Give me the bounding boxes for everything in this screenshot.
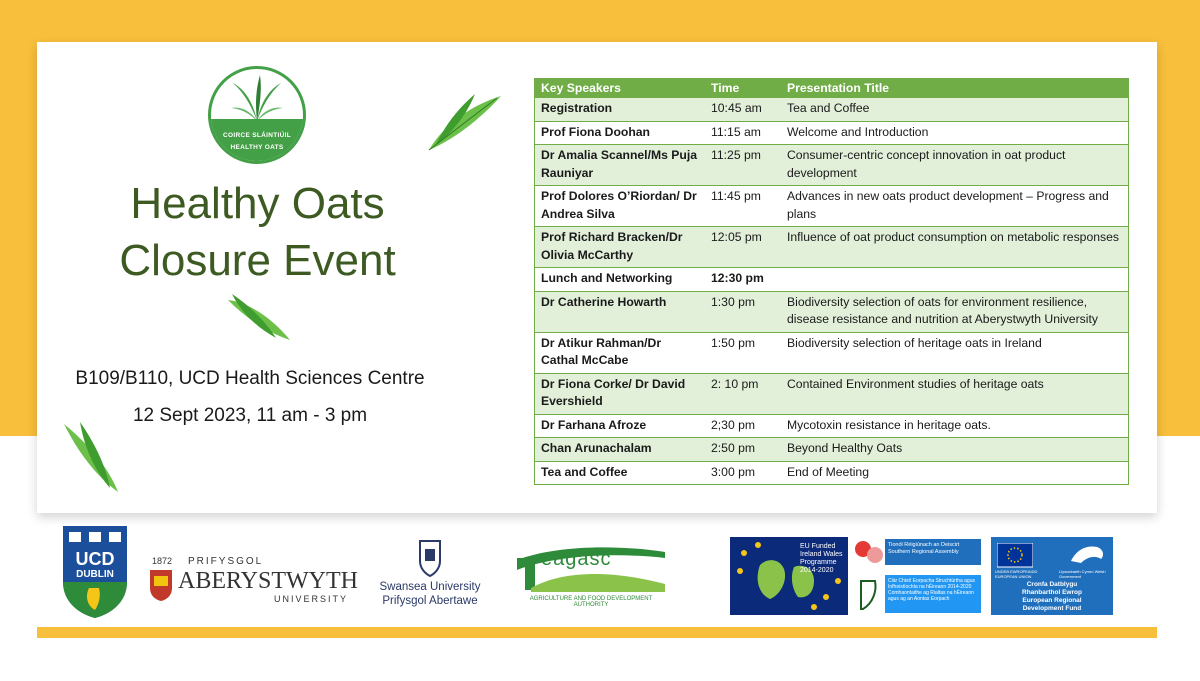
speaker-cell: Dr Fiona Corke/ Dr David Evershield bbox=[535, 373, 706, 414]
time-cell: 10:45 am bbox=[705, 98, 781, 122]
southern-assembly-dots-icon bbox=[853, 537, 887, 567]
table-row bbox=[535, 186, 1129, 227]
presentation-title-cell: Influence of oat product consumption on metabolic responses bbox=[781, 227, 1129, 268]
presentation-title-cell: Biodiversity selection of oats for environment resilience, disease resistance and nutrition at Aberystwyth University bbox=[781, 291, 1129, 332]
time-cell: 11:45 pm bbox=[705, 186, 781, 227]
time-cell: 11:25 pm bbox=[705, 145, 781, 186]
presentation-title-cell: Consumer-centric concept innovation in oat product development bbox=[781, 145, 1129, 186]
header-key-speakers: Key Speakers bbox=[535, 78, 706, 98]
erdf-welsh-line1: Cronfa Datblygu bbox=[1026, 581, 1078, 588]
erdf-text-block bbox=[991, 581, 1113, 613]
aberystwyth-crest-icon bbox=[148, 568, 174, 602]
speaker-cell: Prof Richard Bracken/Dr Olivia McCarthy bbox=[535, 227, 706, 268]
erdf-logo bbox=[991, 537, 1113, 615]
table-row bbox=[535, 373, 1129, 414]
erdf-english-line1: European Regional bbox=[1022, 597, 1082, 604]
presentation-title-cell: Advances in new oats product development – Progress and plans bbox=[781, 186, 1129, 227]
ucd-text: UCD bbox=[75, 549, 115, 569]
southern-irish-name: Tionól Réigiúnach an Deiscirt bbox=[888, 542, 960, 548]
presentation-title-cell: Beyond Healthy Oats bbox=[781, 438, 1129, 462]
time-cell: 12:30 pm bbox=[705, 268, 781, 292]
table-row bbox=[535, 145, 1129, 186]
table-row bbox=[535, 98, 1129, 122]
eu-prog-line1: EU Funded bbox=[800, 543, 836, 550]
speaker-cell: Lunch and Networking bbox=[535, 268, 706, 292]
presentation-title-cell bbox=[781, 268, 1129, 292]
header-time: Time bbox=[705, 78, 781, 98]
speaker-cell: Registration bbox=[535, 98, 706, 122]
eu-prog-line2: Ireland Wales bbox=[800, 551, 843, 558]
table-row bbox=[535, 438, 1129, 462]
table-row bbox=[535, 121, 1129, 145]
table-row bbox=[535, 414, 1129, 438]
healthy-oats-logo bbox=[208, 66, 306, 164]
leaf-icon bbox=[60, 420, 124, 496]
southern-fund-text: Clár Chistí Eorpacha Struchtúrtha agus Infheistíochta na hÉireann 2014-2020 bbox=[888, 578, 975, 590]
erdf-eu-text: UNDEB EWROPEAIDD EUROPEAN UNION bbox=[995, 569, 1038, 579]
aber-name: ABERYSTWYTH bbox=[178, 568, 358, 594]
swansea-welsh-name: Prifysgol Abertawe bbox=[382, 595, 478, 607]
speaker-cell: Dr Catherine Howarth bbox=[535, 291, 706, 332]
aber-prefix: PRIFYSGOL bbox=[188, 556, 264, 567]
welsh-dragon-icon bbox=[1067, 541, 1107, 567]
aber-suffix: UNIVERSITY bbox=[273, 594, 348, 604]
teagasc-logo bbox=[513, 540, 669, 608]
time-cell: 2: 10 pm bbox=[705, 373, 781, 414]
presentation-title-cell: Contained Environment studies of heritage oats bbox=[781, 373, 1129, 414]
table-header-row bbox=[535, 78, 1129, 98]
table-row bbox=[535, 332, 1129, 373]
harp-icon bbox=[855, 577, 881, 611]
time-cell: 2;30 pm bbox=[705, 414, 781, 438]
speaker-cell: Prof Dolores O’Riordan/ Dr Andrea Silva bbox=[535, 186, 706, 227]
logo-text-english: HEALTHY OATS bbox=[230, 144, 284, 151]
erdf-wales-text: Llywodraeth Cymru Welsh Government bbox=[1059, 569, 1106, 579]
southern-agreement-text: Comhaontaithe ag Rialtas na hÉireann agus ag an Aontas Eorpach bbox=[888, 590, 974, 602]
presentation-title-cell: Welcome and Introduction bbox=[781, 121, 1129, 145]
swansea-name: Swansea University bbox=[379, 581, 481, 593]
leaf-icon bbox=[226, 292, 294, 344]
logo-green-band bbox=[211, 119, 303, 161]
erdf-english-line2: Development Fund bbox=[1022, 605, 1082, 612]
swansea-university-logo bbox=[374, 537, 486, 613]
presentation-title-cell: Mycotoxin resistance in heritage oats. bbox=[781, 414, 1129, 438]
time-cell: 1:50 pm bbox=[705, 332, 781, 373]
presentation-title-cell: End of Meeting bbox=[781, 461, 1129, 485]
dublin-text: DUBLIN bbox=[76, 569, 114, 580]
speaker-cell: Dr Atikur Rahman/Dr Cathal McCabe bbox=[535, 332, 706, 373]
table-row bbox=[535, 461, 1129, 485]
logo-text-irish: COIRCE SLÁINTIÚIL bbox=[223, 132, 291, 139]
date-text: 12 Sept 2023, 11 am - 3 pm bbox=[132, 405, 368, 426]
aberystwyth-university-logo bbox=[148, 556, 358, 606]
event-title-line-1: Healthy Oats bbox=[130, 179, 385, 228]
southern-regional-assembly-logo bbox=[853, 537, 983, 615]
venue-text: B109/B110, UCD Health Sciences Centre bbox=[75, 368, 425, 389]
time-cell: 3:00 pm bbox=[705, 461, 781, 485]
speaker-cell: Tea and Coffee bbox=[535, 461, 706, 485]
aber-year: 1872 bbox=[152, 556, 173, 566]
eu-flag-icon bbox=[997, 543, 1033, 569]
eu-prog-line4: 2014-2020 bbox=[800, 567, 834, 574]
southern-header-box bbox=[885, 539, 981, 565]
eu-ireland-wales-programme-logo bbox=[730, 537, 848, 615]
time-cell: 2:50 pm bbox=[705, 438, 781, 462]
southern-english-name: Southern Regional Assembly bbox=[888, 549, 959, 555]
speaker-cell: Dr Amalia Scannel/Ms Puja Rauniyar bbox=[535, 145, 706, 186]
time-cell: 12:05 pm bbox=[705, 227, 781, 268]
time-cell: 1:30 pm bbox=[705, 291, 781, 332]
swansea-crest-icon bbox=[416, 537, 444, 577]
gold-bottom-stripe bbox=[37, 627, 1157, 638]
presentation-title-cell: Biodiversity selection of heritage oats in Ireland bbox=[781, 332, 1129, 373]
table-row bbox=[535, 268, 1129, 292]
speaker-cell: Dr Farhana Afroze bbox=[535, 414, 706, 438]
presentation-title-cell: Tea and Coffee bbox=[781, 98, 1129, 122]
schedule-table bbox=[534, 78, 1129, 485]
ucd-dublin-logo bbox=[55, 524, 135, 620]
southern-fund-box bbox=[885, 575, 981, 613]
erdf-welsh-line2: Rhanbarthol Ewrop bbox=[1022, 589, 1082, 596]
header-presentation-title: Presentation Title bbox=[781, 78, 1129, 98]
teagasc-name: eagasc bbox=[541, 548, 612, 570]
speaker-cell: Prof Fiona Doohan bbox=[535, 121, 706, 145]
table-row bbox=[535, 291, 1129, 332]
leaf-icon bbox=[425, 92, 503, 154]
time-cell: 11:15 am bbox=[705, 121, 781, 145]
table-row bbox=[535, 227, 1129, 268]
speaker-cell: Chan Arunachalam bbox=[535, 438, 706, 462]
event-title-line-2: Closure Event bbox=[119, 236, 396, 285]
eu-prog-line3: Programme bbox=[800, 559, 837, 566]
teagasc-tagline: AGRICULTURE AND FOOD DEVELOPMENT AUTHORITY bbox=[529, 596, 653, 608]
